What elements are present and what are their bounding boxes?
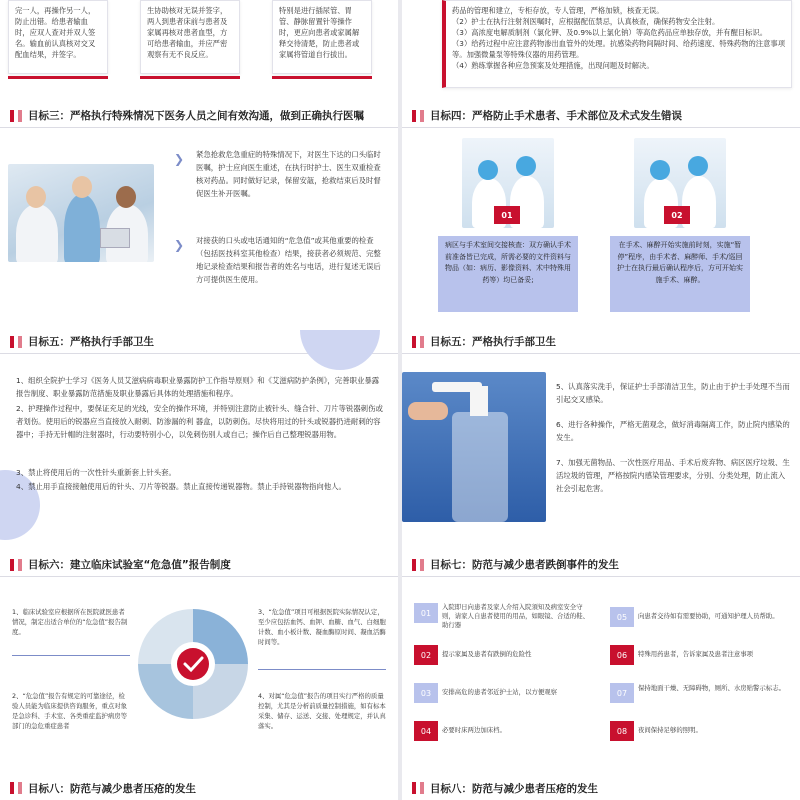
- item-number: 08: [610, 721, 634, 741]
- header-mark: [420, 110, 424, 122]
- text-card: [442, 0, 792, 88]
- slide-header: [0, 776, 398, 800]
- header-mark: [420, 336, 424, 348]
- slide-title: 目标五：严格执行手部卫生: [28, 336, 154, 348]
- paragraph: 3、禁止将使用后的一次性针头重新套上针头套。: [16, 468, 176, 477]
- lab-photo-ring: [138, 609, 248, 719]
- item-text: 安排高危的患者邻近护士站，以方便观察: [442, 688, 558, 696]
- slide-goal-8-right: [402, 776, 800, 800]
- card-text: 完一人，再操作另一人，防止出错。给患者输血时，应双人查对并双人签名。输血前认真核对交叉配血结果，并签字。: [15, 6, 96, 59]
- slide-header: [402, 776, 800, 800]
- slide-goal-4: [402, 104, 800, 322]
- slide-header: [402, 104, 800, 128]
- card-text: 特别是进行插尿管、胃管、静脉留置针等操作时，更应向患者或家属解释交待清楚，防止患者或家属将管道自行拔出。: [279, 6, 360, 59]
- slide-header: [0, 553, 398, 577]
- item-number: 05: [610, 607, 634, 627]
- paragraph: 6、进行各种操作，严格无菌观念，做好消毒隔离工作，防止院内感染的发生。: [556, 420, 790, 442]
- paragraph: 7、加强无菌物品、一次性医疗用品、手术后废弃物、病区医疗垃圾、生活垃圾的管理，严格按院内感染管理要求，分别、分类处理，防止流入社会引起危害。: [556, 458, 790, 493]
- text-card: [272, 0, 372, 74]
- item-number: 02: [414, 645, 438, 665]
- slide-title: 目标八：防范与减少患者压疮的发生: [28, 782, 196, 795]
- slide-goal-3: [0, 104, 398, 322]
- item-number: 03: [414, 683, 438, 703]
- slide-goal-7: [402, 553, 800, 771]
- slide-top-left: [0, 0, 398, 100]
- text-card: [140, 0, 240, 74]
- slide-header: [0, 104, 398, 128]
- item-text: 必要时床两边加床档。: [442, 726, 506, 734]
- card-text: 生协助核对无误并签字，两人到患者床前与患者及家属再核对患者血型，方可给患者输血，并应严密观察有无不良反应。: [147, 6, 228, 59]
- item-text: 提示家属及患者有跌倒的危险性: [442, 650, 532, 658]
- text-card: [8, 0, 108, 74]
- chevron-right-icon: ❯: [174, 152, 185, 166]
- card-underline: [8, 76, 108, 79]
- step-box: 病区与手术室间交接核查：双方确认手术前准备皆已完成，所需必要的文件资料与物品（如：病历、影像资料、术中特殊用药等）均已备妥;: [438, 236, 578, 312]
- item-number: 01: [414, 603, 438, 623]
- slide-title: 目标六：建立临床试验室“危急值”报告制度: [28, 559, 231, 571]
- card-underline: [272, 76, 372, 79]
- point-text: 1、临床试验室应根据所在医院就医患者情况，制定出适合单位的“危急值”报告制度。: [12, 608, 128, 636]
- step-number: 02: [664, 206, 690, 224]
- slide-goal-5a: [0, 330, 398, 548]
- step-number: 01: [494, 206, 520, 224]
- slide-header: [402, 330, 800, 354]
- paragraph: 5、认真落实洗手，保证护士手部清洁卫生，防止由于护士手处理不当而引起交叉感染。: [556, 382, 790, 404]
- item-text: 夜间保持足够的照明。: [638, 726, 702, 734]
- slide-title: 目标三：严格执行特殊情况下医务人员之间有效沟通，做到正确执行医嘱: [28, 110, 364, 122]
- line-3: （3）高浓度电解质制剂（氯化钾、及0.9%以上氯化钠）等高危药品应单独存放，并有醒目标识。: [452, 28, 768, 37]
- header-mark: [10, 782, 14, 794]
- line-5: （4）熟练掌握各种应急预案及处理措施，出现问题及时解决。: [452, 61, 654, 70]
- item-text: 保持地面干燥、无障碍物，厕所、水房贴警示标志。: [638, 684, 785, 692]
- line-1: 药品的管理和建立，专柜存放，专人管理，严格加锁，核查无误。: [452, 6, 664, 15]
- step-box: 在手术、麻醉开始实施前时刻，实施“暂停”程序，由手术者、麻醉师、手术/巡回护士在执行最后确认程序后，方可开始实施手术、麻醉。: [610, 236, 750, 312]
- paragraph: 紧急抢救危急重症的特殊情况下，对医生下达的口头临时医嘱，护士应向医生重述，在执行时护士、医生双重检查核对药品。同时做好记录，保留安瓿，抢救结束后及时督促医生补开医嘱。: [196, 150, 381, 198]
- item-number: 04: [414, 721, 438, 741]
- slide-title: 目标八：防范与减少患者压疮的发生: [430, 782, 598, 795]
- paragraph: 4、禁止用手直接接触使用后的针头、刀片等锐器。禁止直接传递锐器物。禁止手持锐器物指向他人。: [16, 482, 346, 491]
- line-4: （3）给药过程中应注意药物渗出血管外的处理。抗感染药物间隔时间、给药速度、特殊药物的注意事项等。加强微量泵等特殊仪器的用药管理。: [452, 39, 785, 59]
- header-mark: [412, 336, 416, 348]
- header-mark: [10, 559, 14, 571]
- slide-title: 目标七：防范与减少患者跌倒事件的发生: [430, 559, 619, 571]
- header-mark: [412, 110, 416, 122]
- header-mark: [18, 336, 22, 348]
- decor-circle: [300, 330, 380, 370]
- line-2: （2）护士在执行注射剂医嘱时，应根据配伍禁忌，认真核查，确保药物安全注射。: [452, 17, 720, 26]
- header-mark: [18, 110, 22, 122]
- slide-top-right: [402, 0, 800, 100]
- paragraph: 2、护理操作过程中，要保证充足的光线，安全的操作环境，并特别注意防止被针头、缝合针、刀片等锐器刺伤或者划伤。使用后的锐器应当直接放入耐刺、防渗漏的利 器盒，以防刺伤。尽快将用过的针头或锐器扔进耐刺的容器中；手持无针帽的注射器时，行动要特别小心，以免刺伤别人或自己；操作后自己整理锐器用物。: [16, 404, 383, 439]
- separator: [12, 655, 130, 656]
- paragraph: 对接获的口头或电话通知的“危急值”或其他重要的检查（包括医技科室其他检查）结果，接获者必须规范、完整地记录检查结果和报告者的姓名与电话，进行复述无误后方可提供医生使用。: [196, 236, 381, 284]
- slide-title: 目标五：严格执行手部卫生: [430, 336, 556, 348]
- slide-goal-6: [0, 553, 398, 771]
- doctors-photo: [8, 164, 154, 262]
- header-mark: [10, 110, 14, 122]
- header-mark: [10, 336, 14, 348]
- header-mark: [412, 782, 416, 794]
- paragraph: 1、组织全院护士学习《医务人员艾滋病病毒职业暴露防护工作指导原则》和《艾滋病防护条例》，完善职业暴露报告制度、职业暴露防范措施及职业暴露后具体的处理措施和程序。: [16, 376, 380, 398]
- header-mark: [412, 559, 416, 571]
- item-number: 06: [610, 645, 634, 665]
- sanitizer-photo: [402, 372, 546, 522]
- slide-header: [402, 553, 800, 577]
- item-text: 特殊用药患者，告诉家属及患者注意事项: [638, 650, 754, 658]
- header-mark: [420, 559, 424, 571]
- chevron-right-icon: ❯: [174, 238, 185, 252]
- header-mark: [18, 782, 22, 794]
- item-number: 07: [610, 683, 634, 703]
- item-text: 向患者交待如有需要协助，可通知护理人员帮助。: [638, 612, 779, 620]
- item-text: 入院即日向患者及家人介绍入院須知及病室安全守则，请家人自患者使用的用品，如眼镜、合适的鞋、助行器: [442, 603, 589, 629]
- point-text: 3、“危急值”项目可根据医院实际情况认定，至少应包括血钙、血钾、血糖、血气、白细胞计数、血小板计数、凝血酶原时间、凝血活酶时间等。: [258, 608, 386, 646]
- separator: [258, 669, 386, 670]
- card-underline: [140, 76, 240, 79]
- point-text: 2、“危急值”报告有规定的可靠途径，检验人员能为临床提供咨询服务，重点对象是急诊科、手术室、各类重症监护病房等部门的急危重症患者: [12, 692, 128, 730]
- header-mark: [420, 782, 424, 794]
- slide-goal-8-left: [0, 776, 398, 800]
- slide-goal-5b: [402, 330, 800, 548]
- header-mark: [18, 559, 22, 571]
- slide-title: 目标四：严格防止手术患者、手术部位及术式发生错误: [430, 110, 682, 122]
- point-text: 4、对属“危急值”报告的项目实行严格的质量控制，尤其是分析前质量控制措施，如有标本采集、储存、运送、交接、处理规定，并认真落实。: [258, 692, 386, 730]
